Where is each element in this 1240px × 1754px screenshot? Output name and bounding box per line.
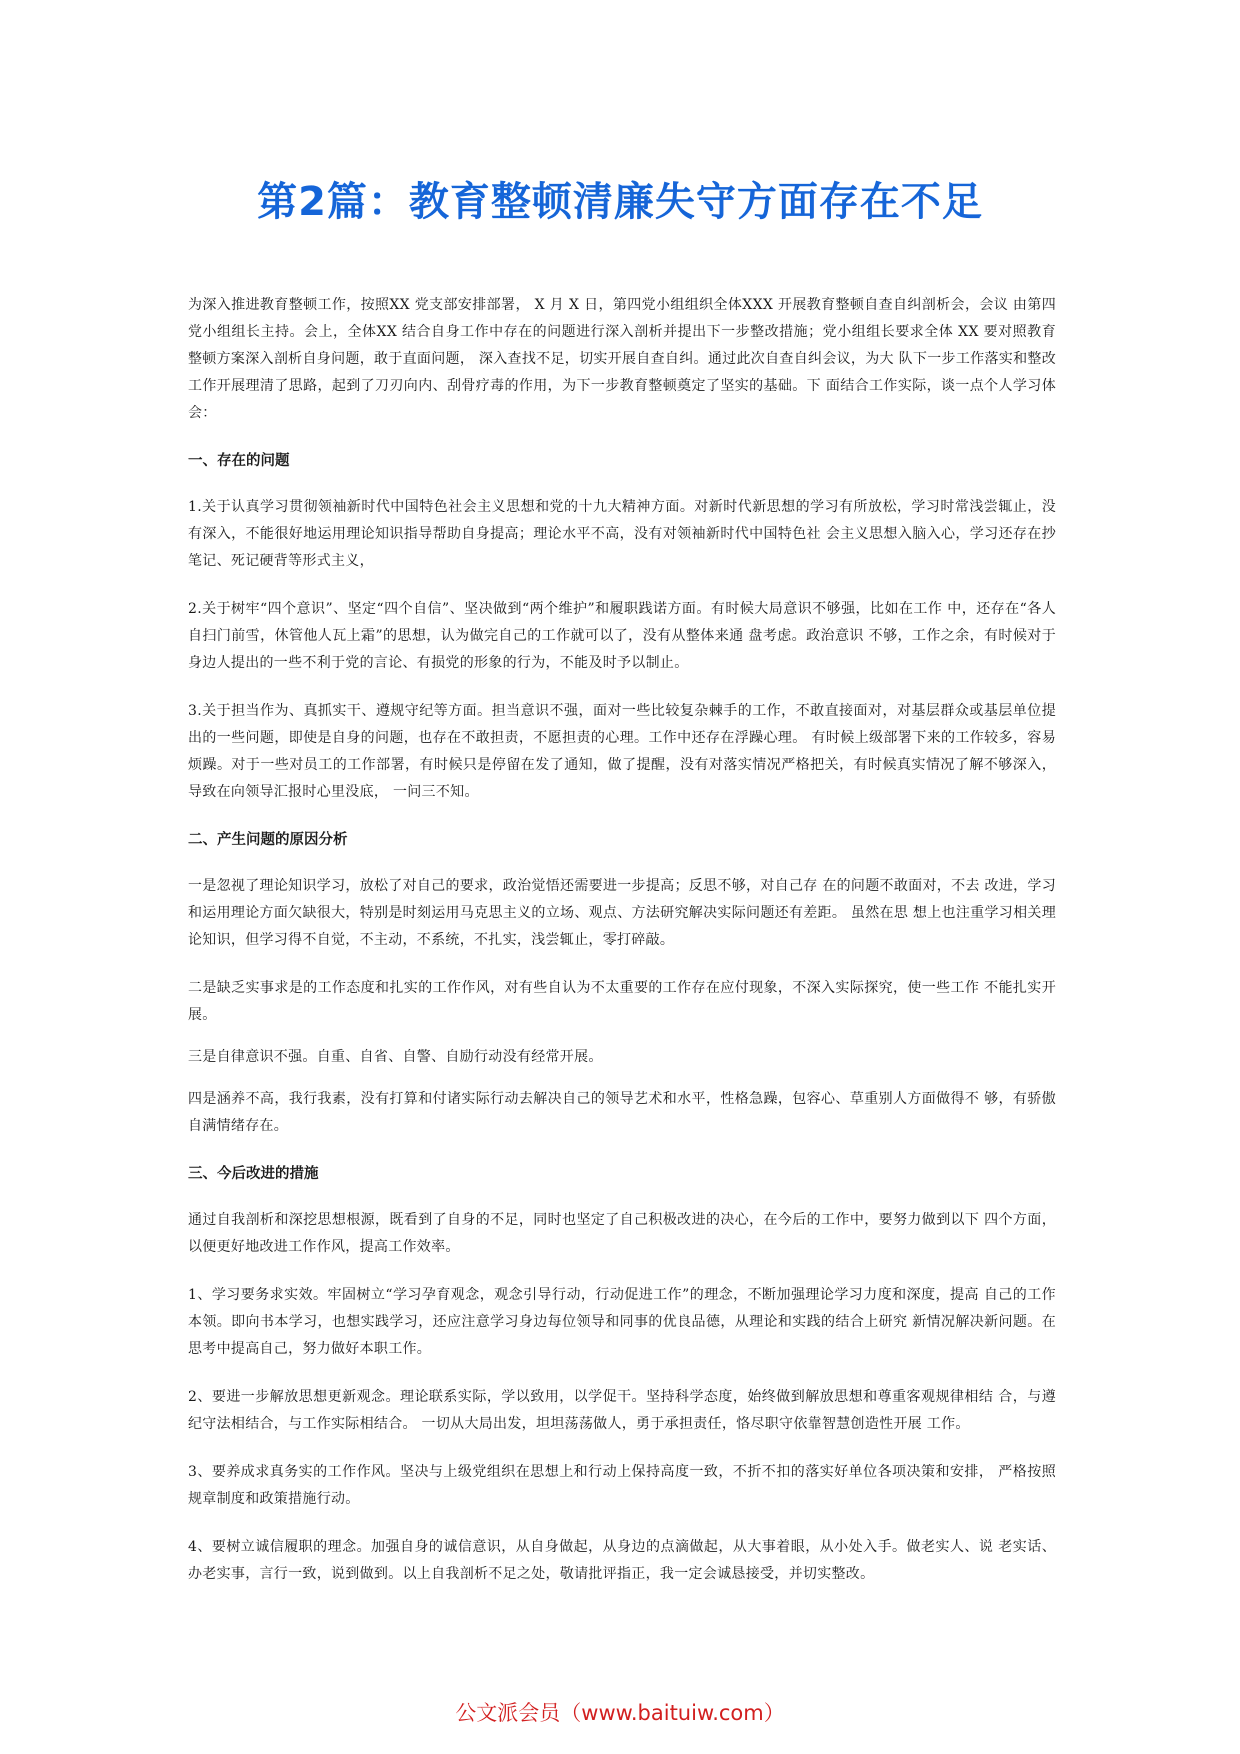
problem-item-1: 1.关于认真学习贯彻领袖新时代中国特色社会主义思想和党的十九大精神方面。对新时代新思想的学习有所放松，学习时常浅尝辄止，没有深入，不能很好地运用理论知识指导帮助自身提高；理论水平不高，没有对领袖新时代中国特色社 会主义思想入脑入心，学习还存在抄笔记、死记硬背等形式主义， (188, 499, 1056, 569)
cause-item-4: 四是涵养不高，我行我素，没有打算和付诸实际行动去解决自己的领导艺术和水平，性格急躁，包容心、草重别人方面做得不 够，有骄傲自满情绪存在。 (188, 1091, 1056, 1134)
page-title: 第2篇：教育整顿清廉失守方面存在不足 (257, 179, 983, 225)
cause-item-1: 一是忽视了理论知识学习，放松了对自己的要求，政治觉悟还需要进一步提高；反思不够，对自己存 在的问题不敢面对，不去 改进，学习和运用理论方面欠缺很大，特别是时刻运用马克思主义的立场、观点、方法研究解决实际问题还有差距。 虽然在思 想上也注重学习相关理论知识，但学习得不自觉，不主动，不系统，不扎实，浅尝辄止，零打碎敲。 (188, 878, 1056, 948)
intro-paragraph: 为深入推进教育整顿工作，按照XX 党支部安排部署， X 月 X 日，第四党小组组织全体XXX 开展教育整顿自查自纠剖析会，会议 由第四党小组组长主持。会上，全体XX 结合自身工作中存在的问题进行深入剖析并提出下一步整改措施；党小组组长要求全体 XX 要对照教育整顿方案深入剖析自身问题，敢于直面问题， 深入查找不足，切实开展自查自纠。通过此次自查自纠会议，为大 队下一步工作落实和整改工作开展理清了思路，起到了刀刃向内、刮骨疗毒的作用，为下一步教育整顿奠定了坚实的基础。下 面结合工作实际，谈一点个人学习体会： (188, 297, 1056, 421)
cause-item-2: 二是缺乏实事求是的工作态度和扎实的工作作风，对有些自认为不太重要的工作存在应付现象，不深入实际探究，使一些工作 不能扎实开展。 (188, 980, 1056, 1023)
cause-item-3: 三是自律意识不强。自重、自省、自警、自励行动没有经常开展。 (188, 1049, 603, 1065)
section-heading-measures: 三、今后改进的措施 (188, 1166, 319, 1182)
footer-watermark: 公文派会员（www.baituiw.com） (455, 1701, 785, 1725)
section-heading-problems: 一、存在的问题 (188, 453, 290, 469)
measure-item-2: 2、要进一步解放思想更新观念。理论联系实际，学以致用，以学促干。坚持科学态度，始终做到解放思想和尊重客观规律相结 合，与遵纪守法相结合，与工作实际相结合。 一切从大局出发，坦坦荡荡做人，勇于承担责任，恪尽职守依靠智慧创造性开展 工作。 (188, 1389, 1056, 1432)
document-body (188, 292, 1056, 1609)
problem-item-3: 3.关于担当作为、真抓实干、遵规守纪等方面。担当意识不强，面对一些比较复杂棘手的工作，不敢直接面对，对基层群众或基层单位提出的一些问题，即使是自身的问题，也存在不敢担责，不愿担责的心理。工作中还存在浮躁心理。 有时候上级部署下来的工作较多，容易烦躁。对于一些对员工的工作部署，有时候只是停留在发了通知，做了提醒，没有对落实情况严格把关，有时候真实情况了解不够深入，导致在向领导汇报时心里没底， 一问三不知。 (188, 703, 1056, 800)
measure-intro: 通过自我剖析和深挖思想根源，既看到了自身的不足，同时也坚定了自己积极改进的决心，在今后的工作中，要努力做到以下 四个方面，以便更好地改进工作作风，提高工作效率。 (188, 1212, 1056, 1255)
measure-item-3: 3、要养成求真务实的工作作风。坚决与上级党组织在思想上和行动上保持高度一致，不折不扣的落实好单位各项决策和安排， 严格按照规章制度和政策措施行动。 (188, 1464, 1056, 1507)
measure-item-4: 4、要树立诚信履职的理念。加强自身的诚信意识，从自身做起，从身边的点滴做起，从大事着眼，从小处入手。做老实人、说 老实话、办老实事，言行一致，说到做到。以上自我剖析不足之处，敬请批评指正，我一定会诚恳接受，并切实整改。 (188, 1539, 1056, 1582)
section-heading-causes: 二、产生问题的原因分析 (188, 832, 348, 848)
problem-item-2: 2.关于树牢“四个意识”、坚定“四个自信”、坚决做到“两个维护”和履职践诺方面。有时候大局意识不够强，比如在工作 中，还存在“各人自扫门前雪，休管他人瓦上霜”的思想，认为做完自己的工作就可以了，没有从整体来通 盘考虑。政治意识 不够，工作之余，有时候对于身边人提出的一些不利于党的言论、有损党的形象的行为，不能及时予以制止。 (188, 601, 1056, 671)
measure-item-1: 1、学习要务求实效。牢固树立“学习孕育观念，观念引导行动，行动促进工作”的理念，不断加强理论学习力度和深度，提高 自己的工作本领。即向书本学习，也想实践学习，还应注意学习身边每位领导和同事的优良品德，从理论和实践的结合上研究 新情况解决新问题。在思考中提高自己，努力做好本职工作。 (188, 1287, 1056, 1357)
